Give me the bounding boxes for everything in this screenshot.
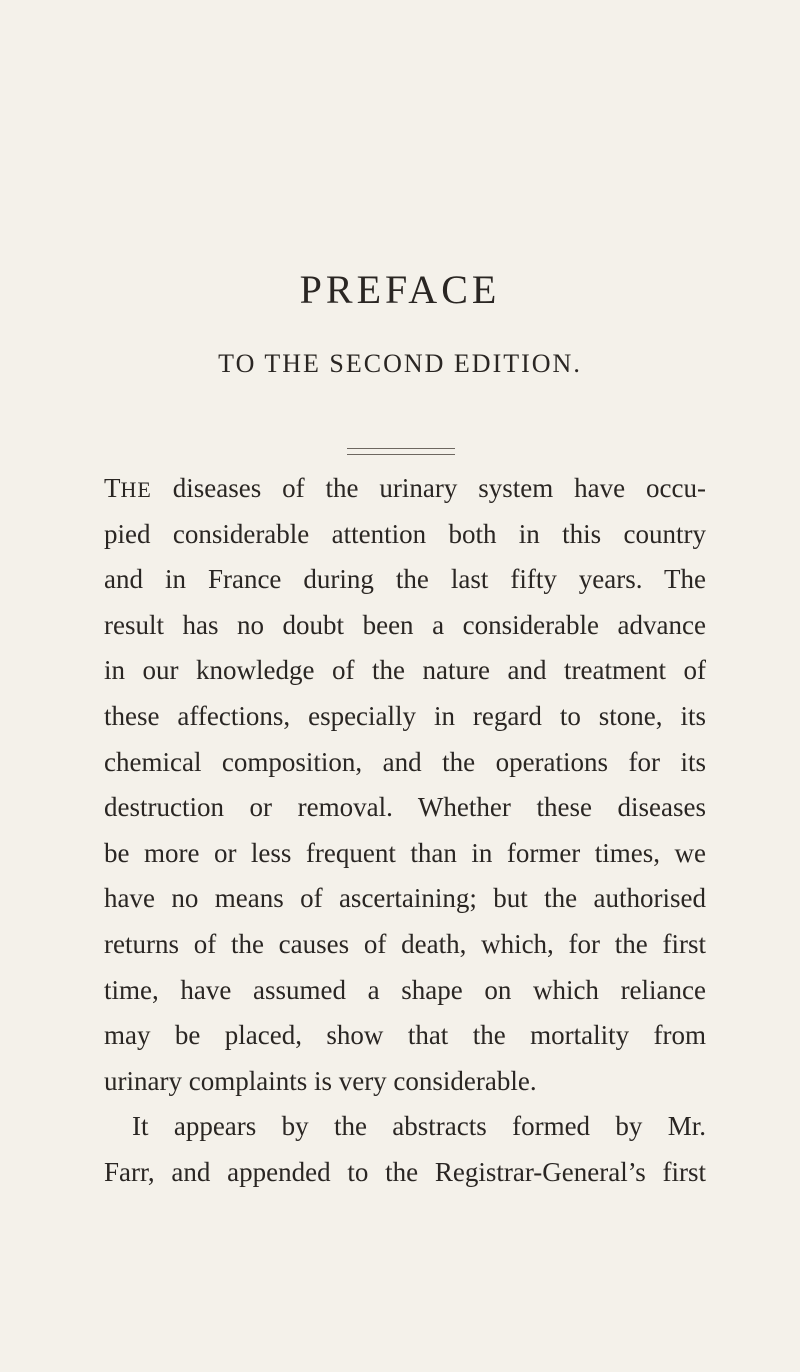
text-line: may be placed, show that the mortality from: [104, 1020, 706, 1051]
page-title: PREFACE: [299, 267, 501, 312]
text-line: urinary complaints is very considerable.: [104, 1065, 537, 1096]
text-line: Farr, and appended to the Registrar-General’s first: [104, 1156, 706, 1187]
text-line-content: diseases of the urinary system have occu-: [151, 473, 706, 503]
text-line: chemical composition, and the operations for its: [104, 746, 706, 777]
text-line: destruction or removal. Whether these diseases: [104, 792, 706, 823]
text-line: [104, 466, 706, 512]
decorative-rule: [347, 448, 455, 455]
opening-capital: T: [104, 473, 121, 503]
text-line: these affections, especially in regard to stone, its: [104, 700, 706, 731]
text-line: It appears by the abstracts formed by Mr.: [132, 1111, 706, 1142]
text-line: pied considerable attention both in this country: [104, 518, 706, 549]
opening-smallcaps: HE: [120, 477, 152, 502]
preface-body: [104, 466, 706, 1196]
text-line: result has no doubt been a considerable advance: [104, 609, 706, 640]
text-line: in our knowledge of the nature and treatment of: [104, 655, 706, 686]
text-line: time, have assumed a shape on which reliance: [104, 974, 706, 1005]
text-line: have no means of ascertaining; but the authorised: [104, 883, 706, 914]
text-line: and in France during the last fifty years. The: [104, 564, 706, 595]
page-subtitle: TO THE SECOND EDITION.: [218, 349, 582, 378]
text-line: be more or less frequent than in former times, we: [104, 837, 706, 868]
text-line: returns of the causes of death, which, for the first: [104, 928, 706, 959]
